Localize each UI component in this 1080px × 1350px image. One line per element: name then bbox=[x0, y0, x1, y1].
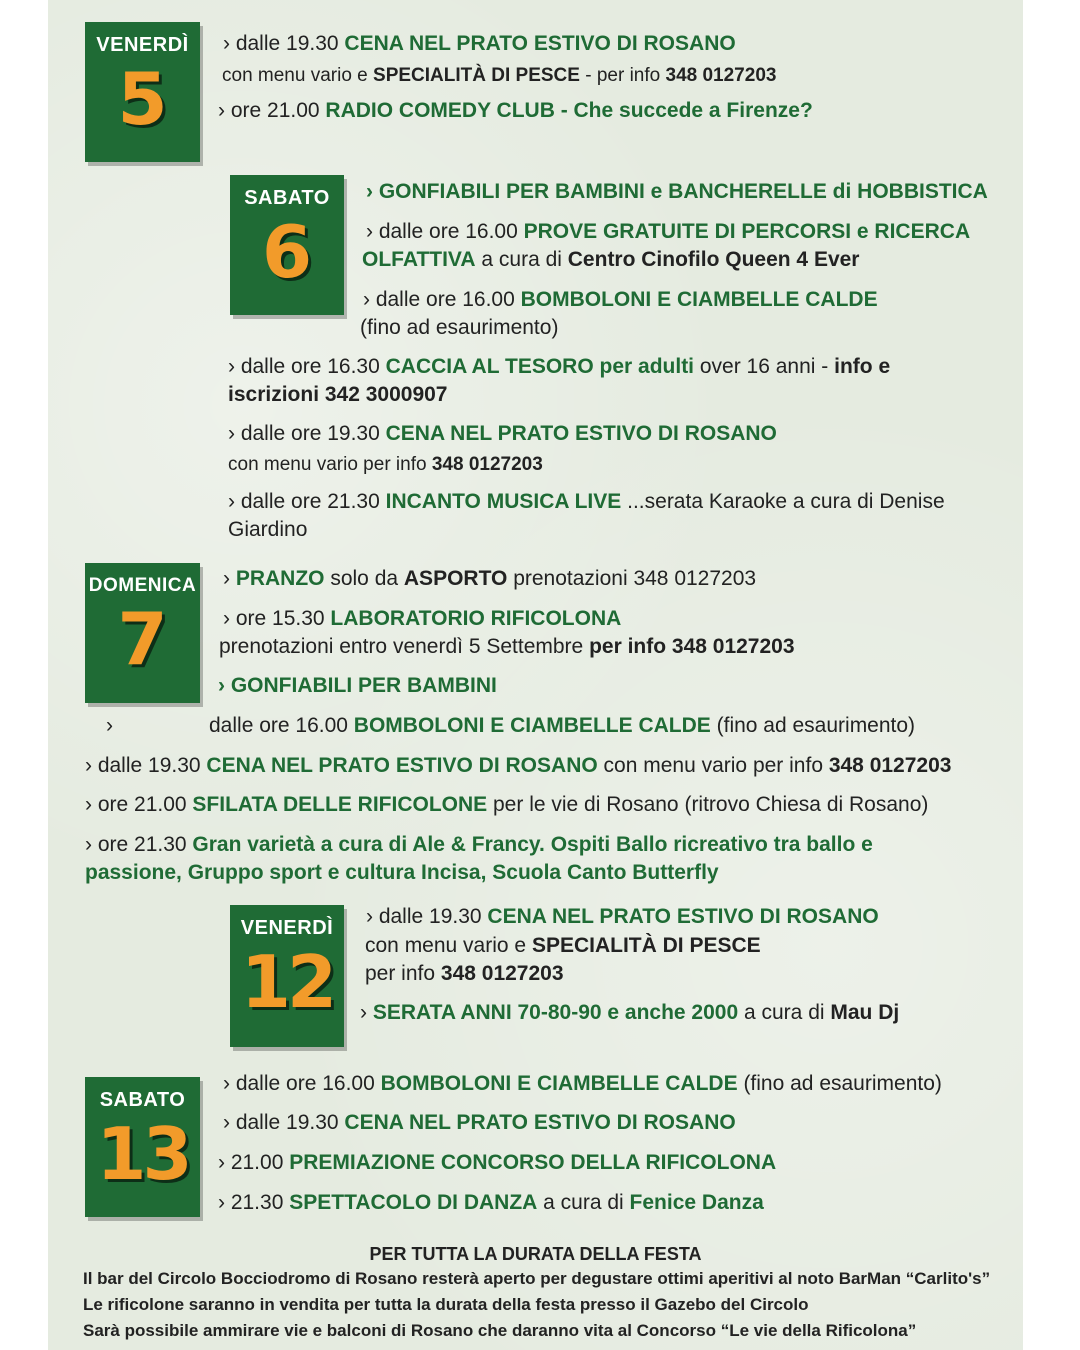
event-line: › ore 21.00 RADIO COMEDY CLUB - Che succede a Firenze? bbox=[218, 99, 813, 122]
event-line: › dalle 19.30 CENA NEL PRATO ESTIVO DI ROSANO bbox=[366, 905, 879, 928]
event-line: › 21.30 SPETTACOLO DI DANZA a cura di Fenice Danza bbox=[218, 1191, 764, 1214]
day-badge-6 bbox=[230, 175, 344, 315]
event-line: › dalle ore 21.30 INCANTO MUSICA LIVE ...serata Karaoke a cura di Denise bbox=[228, 490, 945, 513]
event-line: › ore 21.30 Gran varietà a cura di Ale & Francy. Ospiti Ballo ricreativo tra ballo e bbox=[85, 833, 873, 856]
day-name: DOMENICA bbox=[88, 575, 197, 596]
event-line: › dalle 19.30 CENA NEL PRATO ESTIVO DI ROSANO con menu vario per info 348 0127203 bbox=[85, 754, 952, 777]
event-line: con menu vario e SPECIALITÀ DI PESCE bbox=[365, 934, 761, 957]
event-line: › dalle ore 16.00 BOMBOLONI E CIAMBELLE CALDE bbox=[363, 288, 878, 311]
event-line: con menu vario e SPECIALITÀ DI PESCE - per info 348 0127203 bbox=[222, 65, 777, 86]
day-name: SABATO bbox=[244, 187, 330, 209]
footer-line: Le rificolone saranno in vendita per tutta la durata della festa presso il Gazebo del Circolo bbox=[83, 1295, 809, 1314]
event-line: › dalle ore 16.30 CACCIA AL TESORO per adulti over 16 anni - info e bbox=[228, 355, 891, 378]
day-badge-5 bbox=[85, 22, 200, 162]
day-number: 12 bbox=[240, 940, 334, 1024]
event-line: › ore 15.30 LABORATORIO RIFICOLONA bbox=[223, 607, 622, 630]
day-number: 7 bbox=[117, 597, 168, 681]
day-name: SABATO bbox=[99, 1089, 186, 1111]
event-line: prenotazioni entro venerdì 5 Settembre per info 348 0127203 bbox=[219, 635, 795, 658]
event-line: › bbox=[106, 714, 113, 737]
event-line: › ore 21.00 SFILATA DELLE RIFICOLONE per le vie di Rosano (ritrovo Chiesa di Rosano) bbox=[85, 793, 929, 816]
event-line: Giardino bbox=[228, 518, 308, 541]
event-line: › dalle 19.30 CENA NEL PRATO ESTIVO DI ROSANO bbox=[223, 1111, 736, 1134]
day-badge-7 bbox=[85, 563, 200, 703]
day-badge-12 bbox=[230, 905, 344, 1047]
event-line: per info 348 0127203 bbox=[365, 962, 564, 985]
event-line: (fino ad esaurimento) bbox=[360, 316, 559, 339]
event-line: con menu vario per info 348 0127203 bbox=[228, 454, 543, 475]
event-line: › GONFIABILI PER BAMBINI e BANCHERELLE di HOBBISTICA bbox=[366, 180, 988, 203]
event-line: › dalle 19.30 CENA NEL PRATO ESTIVO DI ROSANO bbox=[223, 32, 736, 55]
footer-line: Il bar del Circolo Bocciodromo di Rosano resterà aperto per degustare ottimi aperitivi al noto BarMan “Carlito's” bbox=[83, 1269, 991, 1288]
footer-title: PER TUTTA LA DURATA DELLA FESTA bbox=[369, 1244, 702, 1264]
event-line: OLFATTIVA a cura di Centro Cinofilo Queen 4 Ever bbox=[362, 248, 860, 271]
day-number: 6 bbox=[261, 210, 313, 294]
event-line: › SERATA ANNI 70-80-90 e anche 2000 a cura di Mau Dj bbox=[360, 1001, 900, 1024]
footer-line: Sarà possibile ammirare vie e balconi di Rosano che daranno vita al Concorso “Le vie della Rificolona” bbox=[83, 1321, 917, 1340]
event-line: › dalle ore 16.00 BOMBOLONI E CIAMBELLE CALDE (fino ad esaurimento) bbox=[223, 1072, 942, 1095]
event-line: dalle ore 16.00 BOMBOLONI E CIAMBELLE CALDE (fino ad esaurimento) bbox=[209, 714, 916, 737]
event-line: › 21.00 PREMIAZIONE CONCORSO DELLA RIFICOLONA bbox=[218, 1151, 777, 1174]
event-line: iscrizioni 342 3000907 bbox=[228, 383, 448, 406]
day-number: 5 bbox=[117, 57, 168, 141]
event-line: passione, Gruppo sport e cultura Incisa, Scuola Canto Butterfly bbox=[85, 861, 719, 884]
event-line: › dalle ore 19.30 CENA NEL PRATO ESTIVO DI ROSANO bbox=[228, 422, 777, 445]
event-poster bbox=[48, 0, 1023, 1350]
event-line: › dalle ore 16.00 PROVE GRATUITE DI PERCORSI e RICERCA bbox=[366, 220, 971, 243]
day-number: 13 bbox=[96, 1112, 189, 1196]
day-name: VENERDÌ bbox=[240, 917, 334, 939]
event-line: › PRANZO solo da ASPORTO prenotazioni 348 0127203 bbox=[223, 567, 757, 590]
day-badge-13 bbox=[85, 1077, 200, 1217]
day-name: VENERDÌ bbox=[96, 34, 189, 56]
event-line: › GONFIABILI PER BAMBINI bbox=[218, 674, 497, 697]
